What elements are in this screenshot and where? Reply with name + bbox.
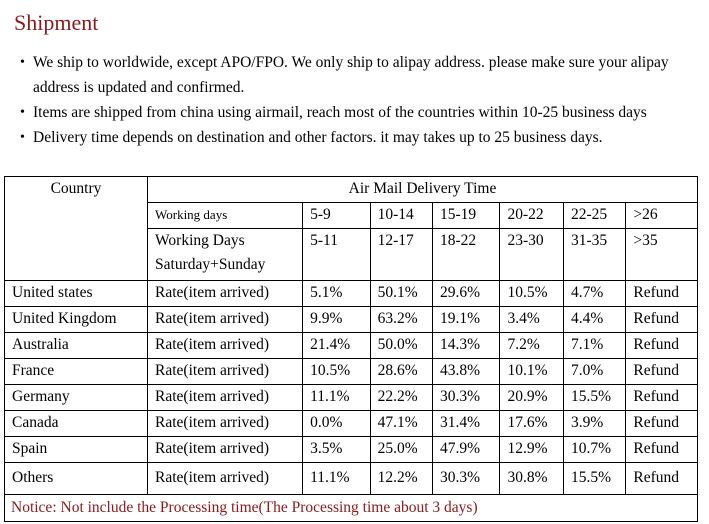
rate-value-cell: Refund [626, 307, 698, 333]
country-cell: United Kingdom [5, 307, 148, 333]
rate-value-cell: 28.6% [370, 359, 432, 385]
working-days-sat-cell: >35 [626, 229, 698, 281]
rate-value-cell: 14.3% [433, 333, 500, 359]
rate-value-cell: 50.1% [370, 281, 432, 307]
rate-value-cell: 7.1% [563, 333, 625, 359]
working-days-sat-label [148, 229, 303, 281]
table-row [5, 307, 698, 333]
bullet-item: • Delivery time depends on destination and other factors. it may takes up to 25 business days. [20, 125, 692, 150]
table-row [5, 463, 698, 495]
rate-value-cell: 50.0% [370, 333, 432, 359]
table-row [5, 359, 698, 385]
rate-value-cell: 10.1% [500, 359, 563, 385]
rate-value-cell: 3.4% [500, 307, 563, 333]
rate-value-cell: 7.2% [500, 333, 563, 359]
shipping-info-list [20, 50, 692, 150]
page-title: Shipment [14, 10, 99, 35]
working-days-cell: 22-25 [563, 203, 625, 229]
rate-value-cell: 0.0% [303, 411, 370, 437]
rate-value-cell: 30.3% [433, 385, 500, 411]
rate-value-cell: 12.2% [370, 463, 432, 495]
rate-value-cell: 47.9% [433, 437, 500, 463]
rate-value-cell: Refund [626, 437, 698, 463]
working-days-cell: >26 [626, 203, 698, 229]
working-days-cell: 15-19 [433, 203, 500, 229]
rate-value-cell: 29.6% [433, 281, 500, 307]
working-days-label: Working days [148, 203, 303, 229]
rate-value-cell: 31.4% [433, 411, 500, 437]
table-row [5, 333, 698, 359]
rate-value-cell: 30.3% [433, 463, 500, 495]
rate-value-cell: Refund [626, 281, 698, 307]
table-row [5, 281, 698, 307]
working-days-sat-label-line: Saturday+Sunday [155, 256, 266, 273]
country-cell: Germany [5, 385, 148, 411]
working-days-cell: 20-22 [500, 203, 563, 229]
working-days-cell: 5-9 [303, 203, 370, 229]
notice-row [5, 495, 698, 522]
working-days-cell: 10-14 [370, 203, 432, 229]
table-row [5, 437, 698, 463]
rate-value-cell: 7.0% [563, 359, 625, 385]
rate-value-cell: 47.1% [370, 411, 432, 437]
rate-value-cell: 4.4% [563, 307, 625, 333]
country-cell: Australia [5, 333, 148, 359]
rate-value-cell: 5.1% [303, 281, 370, 307]
working-days-sat-cell: 18-22 [433, 229, 500, 281]
rate-value-cell: 22.2% [370, 385, 432, 411]
country-cell: United states [5, 281, 148, 307]
working-days-sat-cell: 5-11 [303, 229, 370, 281]
rate-value-cell: 3.9% [563, 411, 625, 437]
bullet-item: • We ship to worldwide, except APO/FPO. We only ship to alipay address. please make sure your alipay address is updated and confirmed. [20, 50, 692, 100]
rate-value-cell: Refund [626, 385, 698, 411]
working-days-sat-cell: 12-17 [370, 229, 432, 281]
bullet-item: • Items are shipped from china using airmail, reach most of the countries within 10-25 business days [20, 100, 692, 125]
country-cell: Others [5, 463, 148, 495]
working-days-sat-cell: 23-30 [500, 229, 563, 281]
table-row [5, 385, 698, 411]
rate-value-cell: 11.1% [303, 463, 370, 495]
rate-value-cell: 25.0% [370, 437, 432, 463]
delivery-header: Air Mail Delivery Time [148, 177, 698, 203]
rate-value-cell: 9.9% [303, 307, 370, 333]
rate-value-cell: 3.5% [303, 437, 370, 463]
rate-label-cell: Rate(item arrived) [148, 411, 303, 437]
rate-value-cell: 19.1% [433, 307, 500, 333]
rate-label-cell: Rate(item arrived) [148, 385, 303, 411]
rate-value-cell: 20.9% [500, 385, 563, 411]
rate-value-cell: 15.5% [563, 463, 625, 495]
rate-value-cell: 30.8% [500, 463, 563, 495]
country-rows [5, 281, 698, 495]
table-row [5, 411, 698, 437]
rate-value-cell: 21.4% [303, 333, 370, 359]
rate-label-cell: Rate(item arrived) [148, 437, 303, 463]
country-cell: France [5, 359, 148, 385]
rate-value-cell: Refund [626, 411, 698, 437]
notice-text: Notice: Not include the Processing time(The Processing time about 3 days) [5, 495, 698, 522]
rate-value-cell: 17.6% [500, 411, 563, 437]
rate-label-cell: Rate(item arrived) [148, 463, 303, 495]
rate-value-cell: 10.7% [563, 437, 625, 463]
rate-label-cell: Rate(item arrived) [148, 281, 303, 307]
rate-value-cell: 11.1% [303, 385, 370, 411]
rate-label-cell: Rate(item arrived) [148, 307, 303, 333]
country-cell: Spain [5, 437, 148, 463]
rate-value-cell: 10.5% [500, 281, 563, 307]
rate-label-cell: Rate(item arrived) [148, 359, 303, 385]
working-days-sat-label-line: Working Days [155, 232, 245, 249]
rate-value-cell: Refund [626, 333, 698, 359]
rate-value-cell: 43.8% [433, 359, 500, 385]
rate-value-cell: 15.5% [563, 385, 625, 411]
delivery-time-table [4, 176, 698, 522]
rate-value-cell: 63.2% [370, 307, 432, 333]
rate-label-cell: Rate(item arrived) [148, 333, 303, 359]
rate-value-cell: 10.5% [303, 359, 370, 385]
country-header: Country [5, 177, 148, 281]
country-cell: Canada [5, 411, 148, 437]
rate-value-cell: Refund [626, 359, 698, 385]
working-days-sat-cell: 31-35 [563, 229, 625, 281]
rate-value-cell: 4.7% [563, 281, 625, 307]
rate-value-cell: Refund [626, 463, 698, 495]
rate-value-cell: 12.9% [500, 437, 563, 463]
table-header-row [5, 177, 698, 203]
